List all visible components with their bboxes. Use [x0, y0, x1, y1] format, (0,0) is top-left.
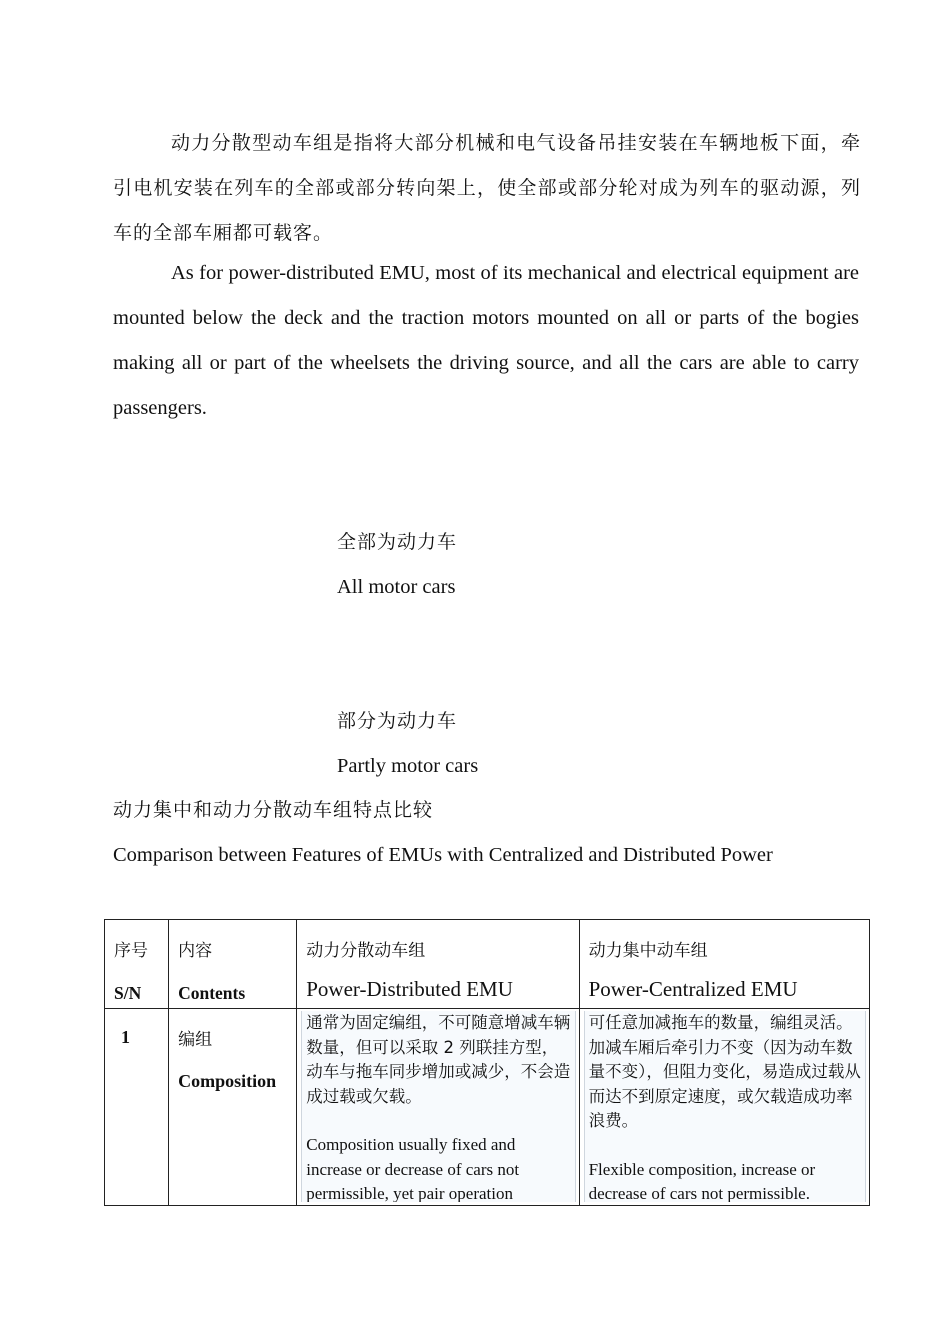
header-distributed-chinese: 动力分散动车组	[306, 941, 426, 961]
row-topic-chinese: 编组	[178, 1030, 213, 1050]
row-cell-centralized	[579, 1009, 869, 1206]
header-distributed-english: Power-Distributed EMU	[306, 977, 513, 1001]
row-cell-topic	[169, 1009, 297, 1206]
distributed-detail-english: Composition usually fixed and increase or decrease of cars not permissible, yet pair operation	[306, 1135, 520, 1202]
header-contents-english: Contents	[178, 983, 246, 1003]
header-cell-sn	[105, 920, 169, 1009]
figure-caption-partly-motor-english: Partly motor cars	[337, 755, 479, 777]
header-cell-contents	[169, 920, 297, 1009]
header-cell-centralized	[579, 920, 869, 1009]
row-cell-distributed	[297, 1009, 579, 1206]
comparison-title-english: Comparison between Features of EMUs with Centralized and Distributed Power	[113, 844, 773, 866]
intro-paragraph-english: As for power-distributed EMU, most of its mechanical and electrical equipment are mounted below the deck and the traction motors mounted on all or parts of the bogies making all or part of the wheelsets the driving source, and all the cars are able to carry passengers.	[113, 262, 859, 419]
header-centralized-chinese: 动力集中动车组	[588, 941, 708, 961]
header-cell-distributed	[297, 920, 579, 1009]
header-sn-chinese: 序号	[114, 941, 148, 961]
centralized-detail-box	[584, 1011, 866, 1202]
distributed-detail-chinese: 通常为固定编组，不可随意增减车辆数量，但可以采取 2 列联挂方型，动车与拖车同步增加或减少，不会造成过载或欠载。	[306, 1013, 571, 1106]
row-sn: 1	[121, 1027, 130, 1047]
centralized-detail-english: Flexible composition, increase or decrease of cars not permissible.	[588, 1159, 816, 1202]
header-centralized-english: Power-Centralized EMU	[588, 977, 798, 1001]
table-header-row	[105, 920, 870, 1009]
centralized-detail-chinese: 可任意加减拖车的数量，编组灵活。加减车厢后牵引力不变（因为动车数量不变），但阻力变化，易造成过载从而达不到原定速度，或欠载造成功率浪费。	[588, 1013, 861, 1130]
row-cell-sn	[105, 1009, 169, 1206]
table-row	[105, 1009, 870, 1206]
row-topic-english: Composition	[178, 1071, 277, 1091]
figure-caption-all-motor-chinese: 全部为动力车	[337, 531, 458, 553]
figure-caption-all-motor-english: All motor cars	[337, 576, 456, 598]
header-contents-chinese: 内容	[178, 941, 213, 961]
intro-paragraph-chinese: 动力分散型动车组是指将大部分机械和电气设备吊挂安装在车辆地板下面，牵引电机安装在列车的全部或部分转向架上，使全部或部分轮对成为列车的驱动源，列车的全部车厢都可载客。	[113, 132, 861, 244]
comparison-title-chinese: 动力集中和动力分散动车组特点比较	[113, 799, 434, 821]
figure-caption-partly-motor-chinese: 部分为动力车	[337, 710, 458, 732]
comparison-table	[104, 919, 870, 1206]
distributed-detail-box	[301, 1011, 575, 1202]
header-sn-english: S/N	[114, 983, 142, 1003]
